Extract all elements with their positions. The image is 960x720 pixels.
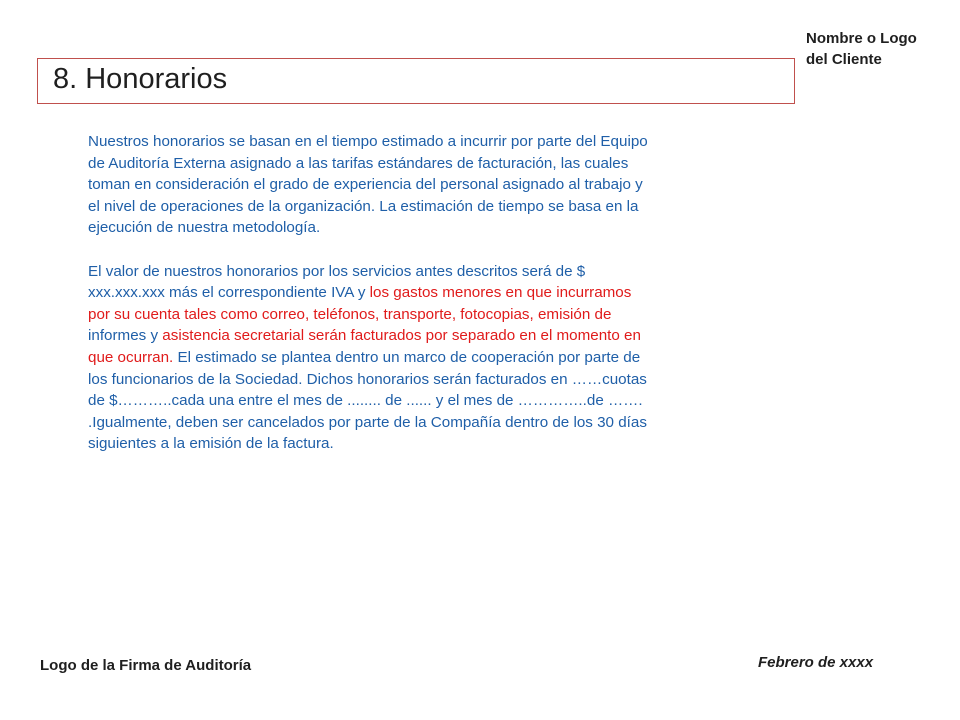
paragraph2-line: El valor de nuestros honorarios por los servicios antes descritos será de $ (88, 262, 586, 280)
title-box (37, 58, 795, 104)
paragraph1-line: Nuestros honorarios se basan en el tiempo estimado a incurrir por parte del Equipo (88, 133, 648, 150)
paragraph2-line: .Igualmente, deben ser cancelados por parte de la Compañía dentro de los 30 días (88, 413, 647, 431)
paragraph2-text: El estimado se plantea dentro un marco de cooperación por parte de (173, 348, 641, 366)
paragraph2-line (88, 325, 788, 347)
client-logo-line-1: Nombre o Logo (806, 30, 917, 47)
body-text (88, 131, 788, 455)
paragraph2-text: informes y (88, 327, 163, 345)
paragraph1-line: el nivel de operaciones de la organización. La estimación de tiempo se basa en la (88, 197, 639, 215)
paragraph2-line: de $………..cada una entre el mes de ........ de ...... y el mes de …………..de ……. (88, 392, 643, 410)
paragraph-fees-value (88, 261, 788, 455)
paragraph1-line: ejecución de nuestra metodología. (88, 219, 321, 237)
paragraph2-line: los funcionarios de la Sociedad. Dichos honorarios serán facturados en ……cuotas (88, 370, 647, 388)
paragraph2-line (88, 282, 788, 304)
paragraph1-line: toman en consideración el grado de experiencia del personal asignado al trabajo y (88, 176, 643, 194)
client-logo-placeholder (806, 28, 956, 70)
client-logo-line-2: del Cliente (806, 51, 882, 68)
paragraph2-line (88, 347, 788, 369)
paragraph2-text: xxx.xxx.xxx más el correspondiente IVA y (88, 284, 370, 302)
paragraph2-highlight: por su cuenta tales como correo, teléfonos, transporte, fotocopias, emisión de (88, 305, 612, 323)
audit-firm-logo-placeholder: Logo de la Firma de Auditoría (40, 657, 252, 674)
page-title: 8. Honorarios (53, 63, 228, 95)
paragraph2-highlight: que ocurran. (88, 348, 174, 366)
paragraph2-highlight: los gastos menores en que incurramos (369, 284, 632, 302)
paragraph2-line: siguientes a la emisión de la factura. (88, 435, 334, 453)
paragraph-gap (88, 239, 788, 261)
paragraph-fees-basis (88, 131, 788, 239)
document-date: Febrero de xxxx (758, 654, 874, 671)
paragraph2-highlight: asistencia secretarial serán facturados por separado en el momento en (162, 327, 641, 345)
paragraph1-line: de Auditoría Externa asignado a las tarifas estándares de facturación, las cuales (88, 154, 629, 172)
